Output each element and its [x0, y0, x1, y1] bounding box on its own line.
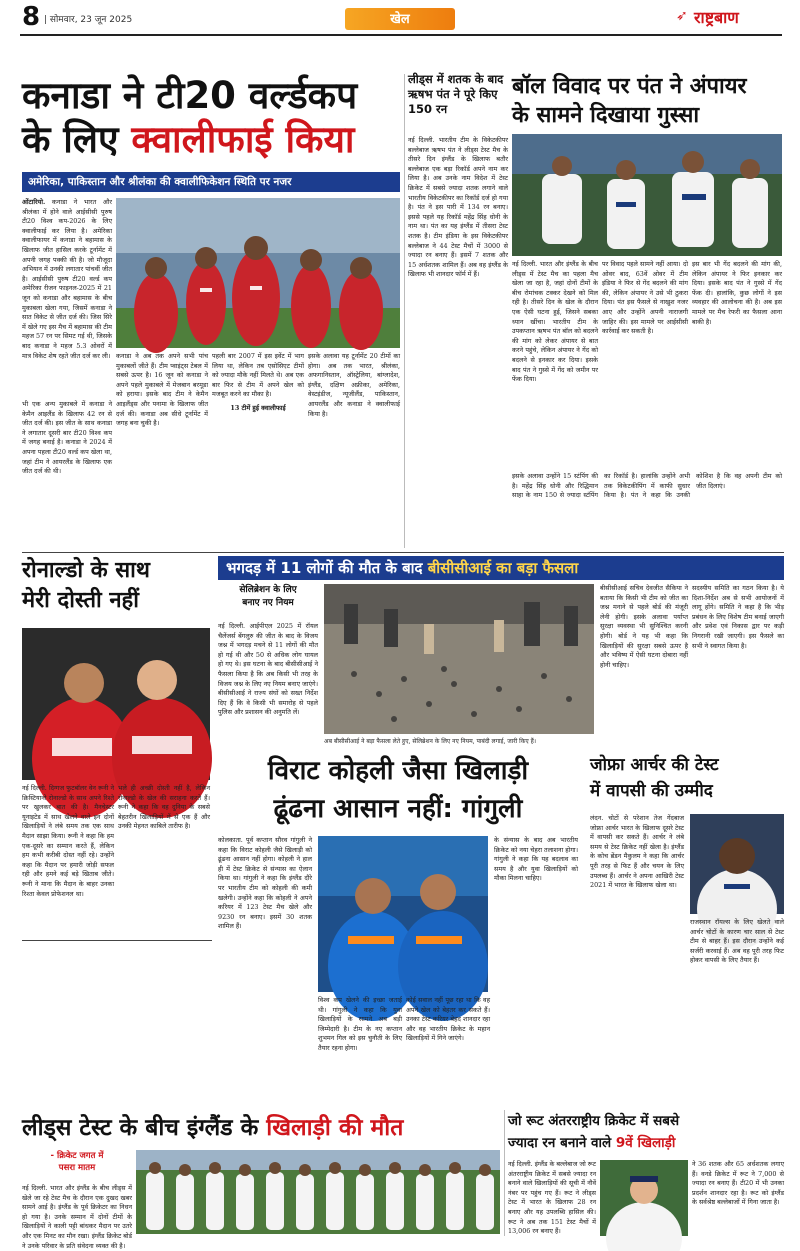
pant-umpire-body-col1 — [512, 260, 598, 470]
section-label: खेल — [390, 12, 410, 27]
canada-subheadline: अमेरिका, पाकिस्तान और श्रीलंका की क्वालीफिकेशन स्थिति पर नजर — [28, 176, 292, 188]
pant-umpire-headline-line1: बॉल विवाद पर पंत ने अंपायर — [512, 74, 747, 99]
pant-umpire-body-2: पर विवाद पहले सामने नहीं आया। दो ओवर बाद, 63वें ओवर में टीम इंडिया ने फिर से गेंद बदलने की मांग की, लेकिन अंपायर ने उसे भी ठुकरा दिया। पंत इस फैसले से नाखुश नजर आए और उन्होंने अपनी नाराजगी जाहिर की। इस मामले पर आईसीसी कार्रवाई कर सकती है। — [602, 260, 688, 336]
ronaldo-headline-line1: रोनाल्डो के साथ — [22, 558, 150, 583]
root-photo — [600, 1160, 688, 1236]
root-body-col3 — [692, 1160, 784, 1236]
canada-body-4: पहली बार 2007 में इस इवेंट में भाग लिया था, लेकिन तब एसोसिएट टीमों को ज्यादा मौके नहीं मिलते थे। अब एक बार फिर से टीम में अपने खेल को मजबूत करने का मौका है। — [212, 352, 304, 399]
ronaldo-body-col2 — [118, 784, 210, 938]
canada-body-col4 — [308, 352, 400, 548]
players-silence-image — [136, 1150, 500, 1234]
canada-headline-line1: कनाडा ने टी20 वर्ल्डकप — [22, 74, 358, 117]
archer-body-col1 — [590, 814, 684, 1106]
kohli-body-1: कोलकाता. पूर्व कप्तान सौरव गांगुली ने कहा कि विराट कोहली जैसे खिलाड़ी को ढूंढना आसान नहीं होगा। कोहली ने हाल ही में टेस्ट क्रिकेट से संन्यास का ऐलान किया था। गांगुली ने कहा कि इंग्लैंड दौरे पर भारतीय टीम को कोहली की कमी खलेगी। उन्होंने कहा कि कोहली ने अपने करियर में 123 टेस्ट मैच खेले और 9230 रन बनाए। इसमें 30 शतक शामिल हैं। — [218, 836, 312, 931]
pant-umpire-photo — [512, 134, 782, 256]
pant-umpire-body-1: नई दिल्ली. भारत और इंग्लैंड के बीच लीड्स में टेस्ट मैच का पहला मैच खेला जा रहा है, जहां दोनों टीमों के बीच रोमांचक टक्कर देखने को मिल रही है। तीसरे दिन के खेल के दौरान एक ऐसी घटना हुई, जिसने सबका ध्यान खींचा। भारतीय टीम के उपकप्तान ऋषभ पंत बॉल को बदलने की मांग को लेकर अंपायर से बात करने पहुंचे, लेकिन अंपायर ने गेंद को बदलने से इनकार कर दिया। इसके बाद पंत ने गुस्से में गेंद को जमीन पर फेंक दिया। — [512, 260, 598, 384]
kohli-rohit-image — [318, 836, 488, 992]
canada-body-5: इसके अलावा यह टूर्नामेंट 20 टीमों का होगा। अब तक भारत, श्रीलंका, अफगानिस्तान, ऑस्ट्रेलिया, बांग्लादेश, इंग्लैंड, दक्षिण अफ्रीका, अमेरिका, वेस्टइंडीज, न्यूजीलैंड, पाकिस्तान, आयरलैंड और कनाडा ने क्वालीफाई किया है। — [308, 352, 400, 418]
root-body-col1 — [508, 1160, 596, 1236]
pant-umpire-body-col2 — [602, 260, 688, 470]
pant-umpire-body-col3 — [692, 260, 782, 470]
brand-name: राष्ट्रबाण — [694, 8, 739, 27]
kohli-body-4: के संन्यास के बाद अब भारतीय क्रिकेट को नया चेहरा तलाशना होगा। गांगुली ने कहा कि यह बदलाव का समय है और युवा खिलाड़ियों को मौका मिलना चाहिए। — [494, 836, 578, 883]
masthead — [0, 0, 800, 44]
archer-photo — [690, 814, 784, 914]
column-divider — [404, 74, 405, 548]
canada-headline-part1: के लिए — [22, 118, 132, 161]
root-headline-part1: ज्यादा रन बनाने वाले — [508, 1135, 616, 1151]
pant-century-body-col1 — [408, 136, 508, 548]
kohli-body-col1 — [218, 836, 312, 1106]
ronaldo-body-1: नई दिल्ली. दिग्गज फुटबॉलर वेन रूनी ने क्रिस्टियानो रोनाल्डो के साथ अपने रिश्ते पर खुलकर बात की है। मैनचेस्टर यूनाइटेड में साथ खेलने वाले इन दोनों खिलाड़ियों ने लंबे समय तक एक साथ मैदान साझा किया। रूनी ने कहा कि हम एक-दूसरे का सम्मान करते हैं, लेकिन हम कभी करीबी दोस्त नहीं रहे। उन्होंने कहा कि मैदान पर हमारी जोड़ी सफल रही और हमने कई बड़े खिताब जीते। रूनी ने माना कि मैदान के बाहर उनका रिश्ता केवल प्रोफेशनल था। — [22, 784, 114, 898]
canada-headline-line2 — [22, 118, 400, 162]
kohli-photo — [318, 836, 488, 992]
leeds-headline-part2: खिलाड़ी की मौत — [266, 1115, 404, 1141]
archer-headline-line1: जोफ्रा आर्चर की टेस्ट — [590, 755, 719, 775]
bhagdad-body-2: बीसीसीआई सचिव देवजीत सैकिया ने बताया कि किसी भी टीम को जीत का जश्न मनाने से पहले बोर्ड की मंजूरी लेनी होगी। इसके अलावा पर्याप्त सुरक्षा व्यवस्था भी सुनिश्चित करनी होगी। बोर्ड ने यह भी कहा कि खिलाड़ियों की सुरक्षा सबसे ऊपर है और भविष्य में ऐसी घटना दोबारा नहीं होनी चाहिए। — [600, 584, 688, 669]
pant-century-body-1: नई दिल्ली. भारतीय टीम के विकेटकीपर बल्लेबाज ऋषभ पंत ने लीड्स टेस्ट मैच के तीसरे दिन इंग्लैंड के खिलाफ बतौर बल्लेबाज एक बड़ा रिकॉर्ड अपने नाम कर लिया है। अब उनके नाम विदेश में टेस्ट क्रिकेट में सबसे ज्यादा शतक लगाने वाले भारतीय विकेटकीपर का रिकॉर्ड दर्ज हो गया है। पंत ने इस पारी में 134 रन बनाए। इससे पहले यह रिकॉर्ड महेंद्र सिंह धोनी के नाम था। पंत का यह इंग्लैंड में तीसरा टेस्ट शतक है। — [408, 136, 508, 240]
bhagdad-caption-text: अब बीसीसीआई ने बड़ा फैसला लेते हुए, सेलिब्रेशन के लिए नए नियम, पाबंदी लगाई, जारी किए हैं। — [324, 738, 537, 745]
bhagdad-body-col3 — [692, 584, 784, 748]
root-body-3: ने 36 शतक और 65 अर्धशतक लगाए हैं। वनडे क्रिकेट में रूट ने 7,000 से ज्यादा रन बनाए हैं। टी20 में भी उनका प्रदर्शन शानदार रहा है। रूट को इंग्लैंड के सर्वश्रेष्ठ बल्लेबाजों में गिना जाता है। — [692, 1160, 784, 1207]
pant-century-body-2: इसके अलावा उन्होंने 15 स्टंपिंग की है। महेंद्र सिंह धोनी और रिद्धिमान साहा के नाम 150 से ज्यादा स्टंपिंग का रिकॉर्ड है। हालांकि उन्होंने अभी तक विकेटकीपिंग में काफी सुधार किया है। पंत ने कहा कि उनकी कोशिश है कि वह अपनी टीम को जीत दिलाएं। — [512, 472, 782, 500]
kohli-body-col2 — [318, 996, 402, 1106]
kohli-body-col3 — [406, 996, 490, 1106]
bhagdad-body-col2 — [600, 584, 688, 748]
arrow-icon: ➶ — [676, 8, 688, 24]
ronaldo-headline — [22, 556, 222, 632]
bhagdad-headline-part2: बीसीसीआई का बड़ा फैसला — [427, 559, 579, 577]
root-body-1: नई दिल्ली. इंग्लैंड के बल्लेबाज जो रूट अंतरराष्ट्रीय क्रिकेट में सबसे ज्यादा रन बनाने वाले खिलाड़ियों की सूची में नौवें नंबर पर पहुंच गए हैं। रूट ने लीड्स टेस्ट में भारत के खिलाफ 28 रन बनाए और यह उपलब्धि हासिल की। रूट ने अब तक 151 टेस्ट मैचों में 13,006 रन बनाए हैं। — [508, 1160, 596, 1236]
archer-body-1: लंदन. चोटों से परेशान तेज गेंदबाज जोफ्रा आर्चर भारत के खिलाफ दूसरे टेस्ट में वापसी कर सकते हैं। आर्चर ने लंबे समय से टेस्ट क्रिकेट नहीं खेला है। इंग्लैंड के कोच ब्रेंडन मैकुलम ने कहा कि आर्चर पूरी तरह से फिट हैं और चयन के लिए उपलब्ध हैं। आर्चर ने अपना आखिरी टेस्ट 2021 में भारत के खिलाफ खेला था। — [590, 814, 684, 890]
canada-body-col2 — [116, 352, 208, 548]
section-banner — [345, 8, 455, 30]
pant-umpire-body-3: इस बार भी गेंद बदलने की मांग की, लेकिन अंपायर ने फिर इनकार कर दिया। इसके बाद पंत ने गुस्से में गेंद फेंक दी। हालांकि, कुछ लोगों ने इस व्यवहार की आलोचना की है। अब इस मामले पर मैच रेफरी का फैसला आना बाकी है। — [692, 260, 782, 326]
leeds-headline-text — [22, 1110, 500, 1146]
issue-date: | सोमवार, 23 जून 2025 — [44, 15, 133, 25]
archer-body-2: राजस्थान रॉयल्स के लिए खेलते वाले आर्चर चोटों के कारण चार साल से टेस्ट टीम से बाहर हैं। इस दौरान उन्होंने कई सर्जरी करवाई हैं। अब वह पूरी तरह फिट होकर वापसी के लिए तैयार हैं। — [690, 918, 784, 965]
stampede-scene-image — [324, 584, 594, 734]
canada-dateline: ओंटारियो. — [22, 198, 46, 206]
leeds-headline — [22, 1110, 500, 1150]
bhagdad-photo — [324, 584, 594, 734]
canada-subheadline-bar — [22, 172, 400, 192]
leeds-body-1: नई दिल्ली. भारत और इंग्लैंड के बीच लीड्स में खेले जा रहे टेस्ट मैच के दौरान एक दुखद खबर सामने आई है। इंग्लैंड के पूर्व क्रिकेटर का निधन हो गया है। उनके सम्मान में दोनों टीमों के खिलाड़ियों ने काली पट्टी बांधकर मैदान पर उतरे और एक मिनट का मौन रखा। इंग्लैंड क्रिकेट बोर्ड ने उनके परिवार के प्रति संवेदना व्यक्त की है। — [22, 1184, 132, 1250]
leeds-headline-part1: लीड्स टेस्ट के बीच इंग्लैंड के — [22, 1115, 267, 1141]
page-number: 8 — [22, 2, 41, 32]
kohli-body-3: कोई सवाल नहीं पूछ रहा था कि वह अपने खेल को बेहतर कर सकते हैं। उनका टेस्ट करियर बेहद शानदार रहा और वह भारतीय क्रिकेट के महान खिलाड़ियों में गिने जाएंगे। — [406, 996, 490, 1043]
kohli-headline-line2: ढूंढना आसान नहीं: गांगुली — [273, 794, 523, 824]
leeds-subhead-line2: पसरा मातम — [58, 1163, 96, 1173]
brand-logo — [676, 4, 786, 32]
root-headline-part2: 9वें खिलाड़ी — [615, 1135, 676, 1151]
archer-image — [690, 814, 784, 914]
joe-root-image — [600, 1160, 688, 1236]
canada-body-col1b — [22, 400, 112, 548]
canada-box-title: 13 टीमें हुई क्वालीफाई — [230, 403, 286, 412]
bhagdad-banner — [218, 556, 784, 580]
column-divider-2 — [504, 1110, 505, 1236]
pant-century-body-3: टीम इंडिया के इस विकेटकीपर बल्लेबाज ने 44 टेस्ट मैचों में 3000 से ज्यादा रन बनाए हैं। इसमें 7 शतक और 15 अर्धशतक शामिल हैं। अब वह इंग्लैंड के खिलाफ भी शानदार फॉर्म में हैं। — [408, 231, 508, 279]
leeds-photo — [136, 1150, 500, 1234]
kohli-headline-line1 — [218, 752, 578, 790]
canada-headline-part2: क्वालीफाई किया — [131, 118, 355, 161]
ronaldo-body-2: भले ही अच्छी दोस्ती नहीं है, लेकिन रोनाल्डो के खेल की सराहना करते हैं। रूनी ने कहा कि वह दुनिया के सबसे बेहतरीन खिलाड़ियों में से एक हैं और उनकी मेहनत काबिले तारीफ है। — [118, 784, 210, 831]
ronaldo-rooney-image — [22, 628, 210, 780]
archer-headline-line2: में वापसी की उम्मीद — [590, 781, 713, 801]
pant-century-title: लीड्स में शतक के बाद ऋषभ पंत ने पूरे किए 150 रन — [408, 72, 504, 116]
leeds-subhead-line1: - क्रिकेट जगत में — [50, 1151, 104, 1161]
bhagdad-caption — [324, 736, 594, 748]
kohli-body-2: विश्व कप खेलने की इच्छा जताई थी। गांगुली ने कहा कि युवा खिलाड़ियों के सामने अब बड़ी जिम्मेदारी है। टीम के नए कप्तान शुभमन गिल को इस चुनौती के लिए तैयार रहना होगा। — [318, 996, 402, 1052]
kohli-headline-line1-text: विराट कोहली जैसा खिलाड़ी — [267, 756, 529, 786]
leeds-subhead — [22, 1150, 132, 1180]
kohli-body-col4 — [494, 836, 578, 1106]
canada-body-col1 — [22, 198, 112, 396]
bhagdad-body-col1 — [218, 622, 318, 748]
masthead-rule — [20, 34, 782, 36]
bhagdad-body-3: सदस्यीय समिति का गठन किया है। ये दिशा-निर्देश अब से सभी आयोजनों में लागू होंगे। समिति ने कहा है कि भीड़ प्रबंधन के लिए विशेष टीम बनाई जाएगी और प्रवेश एवं निकास द्वार पर कड़ी निगरानी रखी जाएगी। इस फैसले का सभी ने स्वागत किया है। — [692, 584, 784, 650]
bhagdad-headline — [218, 556, 784, 580]
canada-celebration-image — [116, 198, 400, 348]
canada-headline — [22, 74, 400, 166]
ronaldo-headline-line2: मेरी दोस्ती नहीं — [22, 588, 139, 613]
pant-century-body-col2b — [512, 472, 782, 548]
root-headline-line1: जो रूट अंतरराष्ट्रीय क्रिकेट में सबसे — [508, 1113, 680, 1129]
pant-umpire-image — [512, 134, 782, 256]
canada-body-2: कनाडा ने अब तक अपने सभी पांच मुकाबलों जीते हैं। टीम प्वाइंट्स टेबल में सबसे ऊपर है। 16 जून को कनाडा ने अपने पहले मुकाबले में मेजबान बरमूडा को हराया। इसके बाद टीम ने केमैन आइलैंड्स और पनामा के खिलाफ जीत दर्ज की। कनाडा अब सीधे टूर्नामेंट में जगह बना चुकी है। — [116, 352, 208, 428]
pant-century-headline — [408, 72, 508, 132]
ronaldo-body-col1 — [22, 784, 114, 938]
bhagdad-body-1: नई दिल्ली. आईपीएल 2025 में रॉयल चैलेंजर्स बेंगलुरु की जीत के बाद के विजय जश्न में भगदड़ मचने से 11 लोगों की मौत हो गई थी और 50 से अधिक लोग घायल हो गए थे। इस घटना के बाद बीसीसीआई ने फैसला किया है कि अब किसी भी तरह के विजय जश्न के लिए नए नियम बनाए जाएंगे। बीसीसीआई ने राज्य संघों को सख्त निर्देश दिए हैं कि वे किसी भी समारोह से पहले पुलिस और प्रशासन की अनुमति लें। — [218, 622, 318, 717]
bhagdad-headline-part1: भगदड़ में 11 लोगों की मौत के बाद — [226, 559, 428, 577]
root-headline-line2 — [508, 1132, 784, 1154]
section-divider — [22, 552, 784, 553]
leeds-body-col1 — [22, 1184, 132, 1250]
archer-headline — [590, 752, 784, 812]
pant-umpire-headline-line2: के सामने दिखाया गुस्सा — [512, 103, 700, 128]
ronaldo-photo — [22, 628, 210, 780]
canada-body-3: भी एक अन्य मुकाबले में कनाडा ने केमैन आइलैंड के खिलाफ 42 रन से जीत दर्ज की। इस जीत के साथ कनाडा ने लगातार दूसरी बार टी20 विश्व कप में जगह बनाई है। कनाडा ने 2024 में अपना पहला टी20 वर्ल्ड कप खेला था, जहां टीम ने आयरलैंड के खिलाफ एक जीत दर्ज की थी। — [22, 400, 112, 476]
bhagdad-subhead — [218, 584, 318, 620]
canada-body-1: कनाडा ने भारत और श्रीलंका में होने वाले आईसीसी पुरुष टी20 विश्व कप-2026 के लिए क्वालीफाई कर लिया है। अमेरिका क्वालीफायर में कनाडा ने बहामास के खिलाफ जीत हासिल करके टूर्नामेंट में अपनी जगह पक्की की है। जो मौजूदा अभियान में उनकी लगातार पांचवीं जीत है। आईसीसी पुरुष टी20 वर्ल्ड कप अमेरिका रीजन फाइनल-2025 में 21 जून को कनाडा और बहामास के बीच मुकाबला खेला गया, जिसमें कनाडा ने सात विकेट से जीत दर्ज की। जिस सिरे में खेले गए इस मैच में बहामास की टीम महज 57 रन पर सिमट गई थी, जिसके बाद कनाडा ने महज 5.3 ओवरों में मात्र विकेट शेष रहते जीत दर्ज कर ली। — [22, 198, 112, 360]
section-divider-2 — [22, 940, 212, 941]
root-headline — [508, 1110, 784, 1160]
kohli-headline — [218, 752, 578, 832]
archer-body-col2 — [690, 918, 784, 1106]
bhagdad-subhead-line1: सेलिब्रेशन के लिए — [239, 585, 297, 595]
bhagdad-subhead-line2: बनाए नए नियम — [242, 598, 294, 608]
canada-body-col3 — [212, 352, 304, 548]
canada-team-photo — [116, 198, 400, 348]
